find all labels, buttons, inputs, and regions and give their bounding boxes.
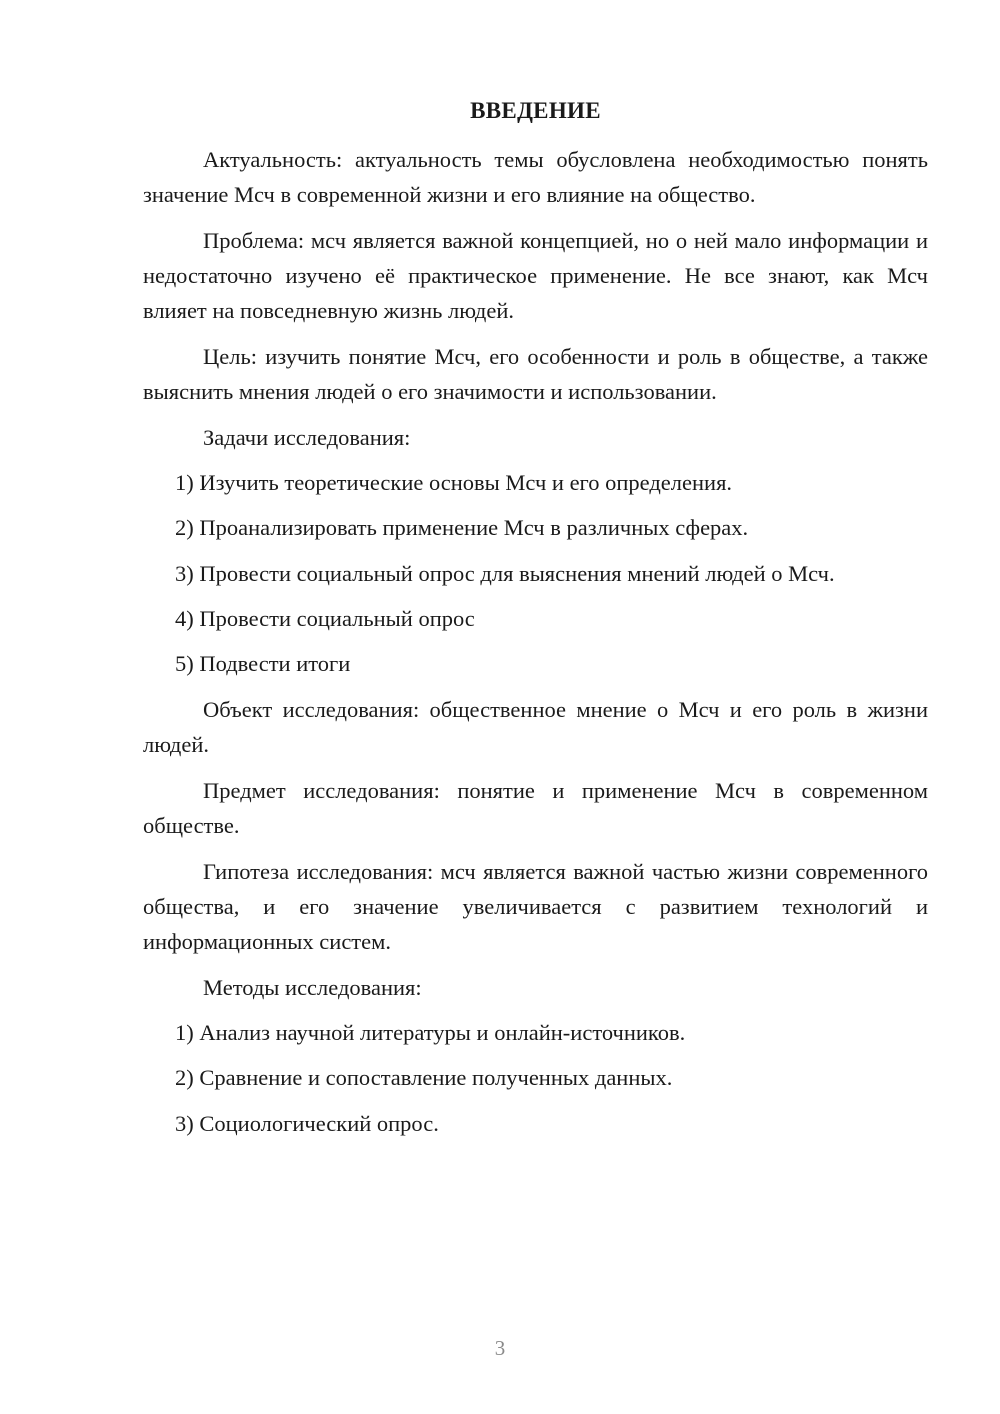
task-item-3: 3) Провести социальный опрос для выяснения мнений людей о Мсч. (175, 561, 835, 586)
object-paragraph: Объект исследования: общественное мнение о Мсч и его роль в жизни людей. (143, 697, 928, 757)
method-item-1: 1) Анализ научной литературы и онлайн-источников. (175, 1020, 686, 1045)
task-item-2: 2) Проанализировать применение Мсч в различных сферах. (175, 515, 749, 540)
task-item-5: 5) Подвести итоги (175, 651, 351, 676)
method-item-3: 3) Социологический опрос. (175, 1111, 439, 1136)
methods-heading: Методы исследования: (203, 975, 422, 1000)
tasks-heading: Задачи исследования: (203, 425, 411, 450)
problem-paragraph: Проблема: мсч является важной концепцией, но о ней мало информации и недостаточно изучено её практическое применение. Не все знают, как Мсч влияет на повседневную жизнь людей. (143, 228, 928, 323)
task-item-1: 1) Изучить теоретические основы Мсч и его определения. (175, 470, 733, 495)
hypothesis-paragraph: Гипотеза исследования: мсч является важной частью жизни современного общества, и его значение увеличивается с развитием технологий и информационных систем. (143, 859, 928, 954)
page-number: 3 (494, 1336, 506, 1360)
subject-paragraph: Предмет исследования: понятие и применение Мсч в современном обществе. (143, 778, 928, 838)
goal-paragraph: Цель: изучить понятие Мсч, его особенности и роль в обществе, а также выяснить мнения людей о его значимости и использовании. (143, 344, 928, 404)
method-item-2: 2) Сравнение и сопоставление полученных данных. (175, 1065, 673, 1090)
relevance-paragraph: Актуальность: актуальность темы обусловлена необходимостью понять значение Мсч в современной жизни и его влияние на общество. (143, 147, 928, 207)
section-title: ВВЕДЕНИЕ (470, 98, 601, 123)
task-item-4: 4) Провести социальный опрос (175, 606, 475, 631)
